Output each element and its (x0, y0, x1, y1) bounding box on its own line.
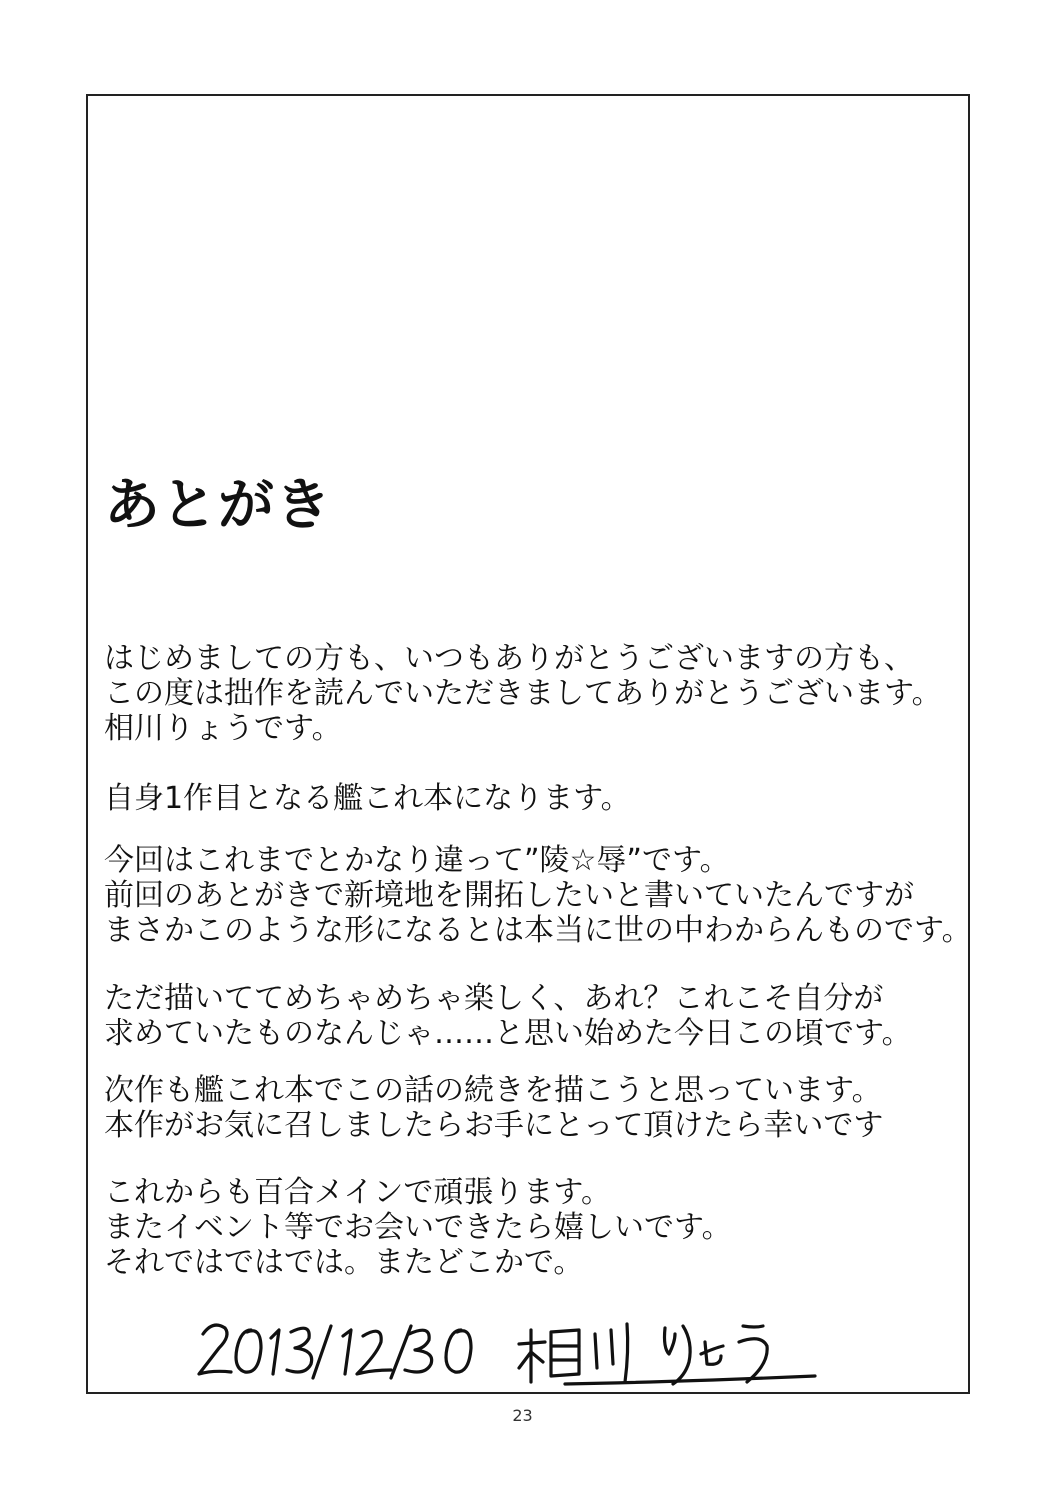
handwritten-signature (195, 1312, 835, 1392)
signature-drawing (195, 1312, 835, 1392)
text-line: これからも百合メインで頑張ります。 (104, 1175, 611, 1210)
text-line: 本作がお気に召しましたらお手にとって頂けたら幸いです (104, 1108, 884, 1143)
paragraph-closing (104, 1175, 732, 1280)
page-number: 23 (512, 1406, 533, 1425)
paragraph-greeting (104, 641, 942, 746)
paragraph-next-work (104, 1073, 883, 1143)
paragraph-first-work (104, 781, 631, 816)
text-line: ただ描いててめちゃめちゃ楽しく、あれ？これこそ自分が (104, 981, 884, 1016)
text-line: この度は拙作を読んでいただきましてありがとうございます。 (104, 676, 942, 711)
paragraph-this-time (104, 843, 972, 948)
text-line: まさかこのような形になるとは本当に世の中わからんものです。 (104, 913, 972, 948)
text-line: またイベント等でお会いできたら嬉しいです。 (104, 1210, 732, 1245)
text-line: 前回のあとがきで新境地を開拓したいと書いていたんですが (104, 878, 914, 913)
text-line: 自身1作目となる艦これ本になります。 (104, 781, 631, 816)
text-line: 求めていたものなんじゃ……と思い始めた今日この頃です。 (104, 1016, 912, 1051)
afterword-title: あとがき (104, 473, 332, 538)
text-line: それではではでは。またどこかで。 (104, 1245, 584, 1280)
text-line: はじめましての方も、いつもありがとうございますの方も、 (104, 641, 914, 676)
paragraph-fun (104, 981, 912, 1051)
text-line: 今回はこれまでとかなり違って”陵☆辱”です。 (104, 843, 730, 878)
text-line: 次作も艦これ本でこの話の続きを描こうと思っています。 (104, 1073, 882, 1108)
text-line: 相川りょうです。 (104, 711, 342, 746)
